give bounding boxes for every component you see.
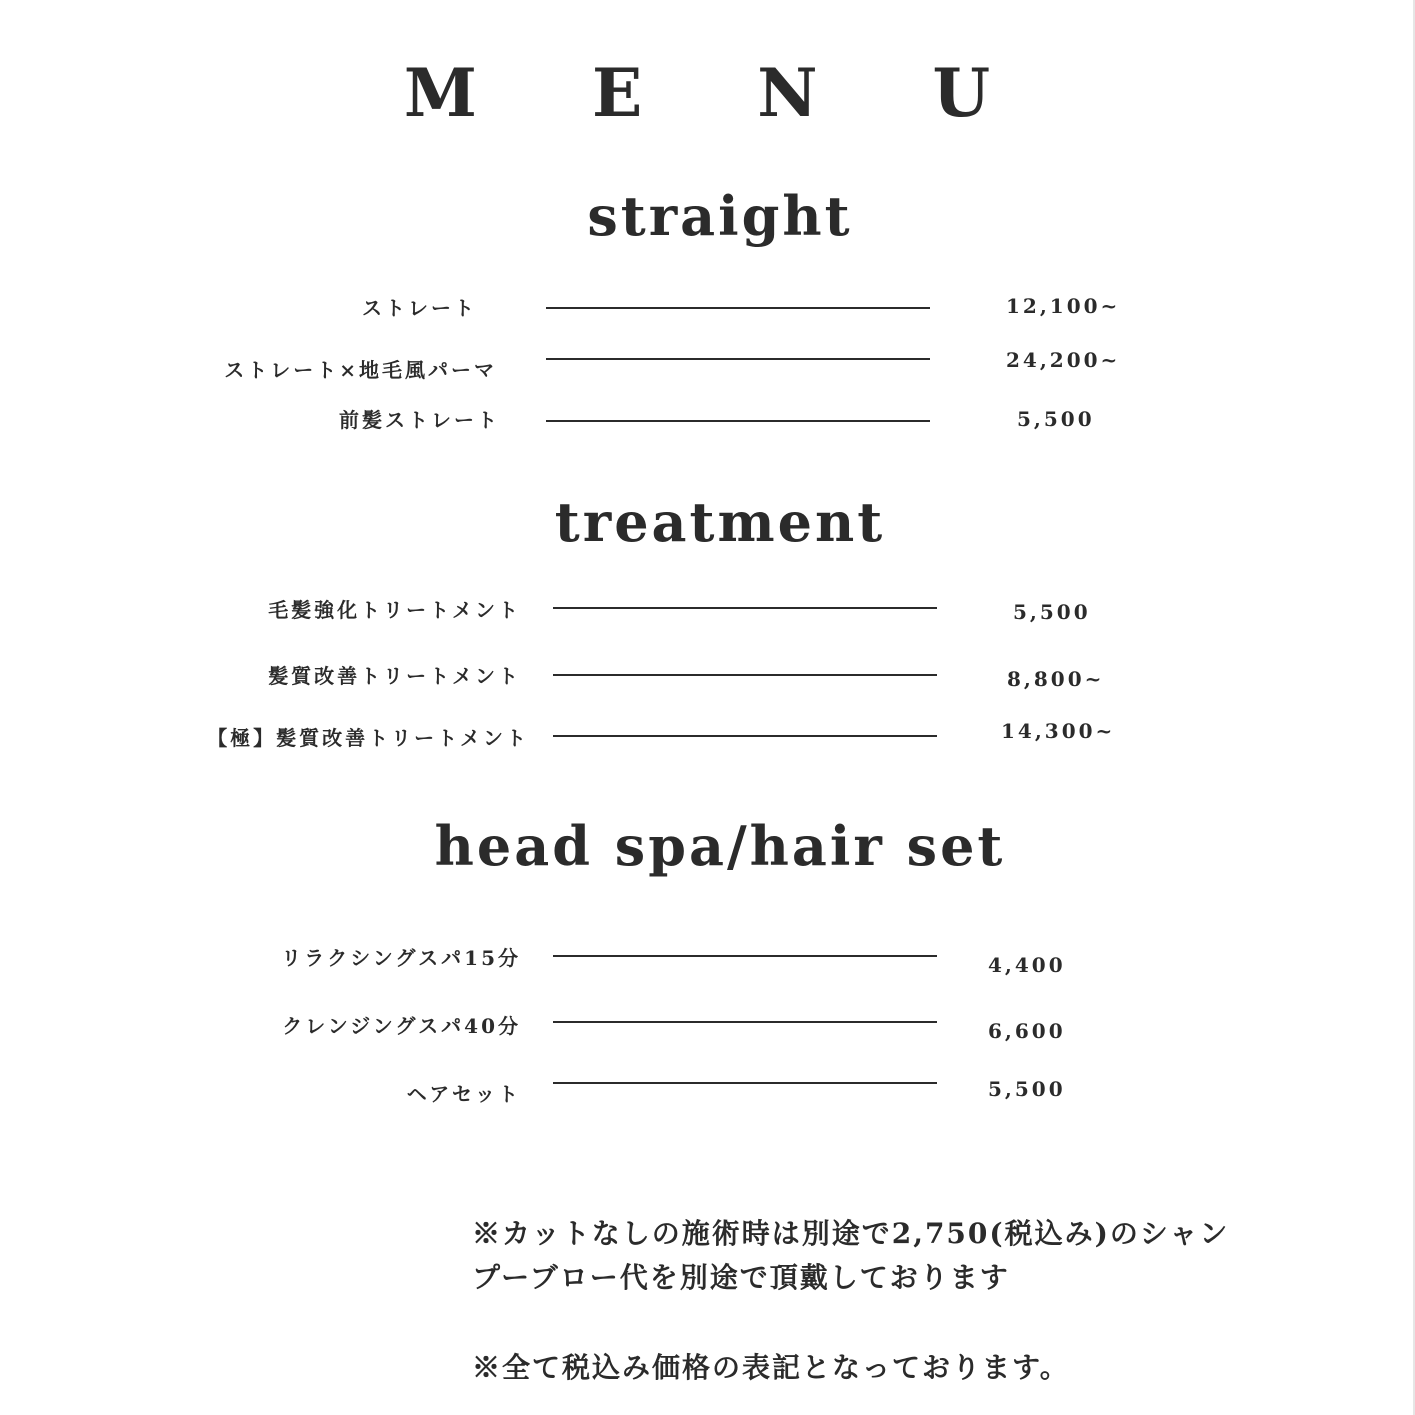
menu-item-label: ヘアセット: [406, 1082, 521, 1106]
menu-item-label: クレンジングスパ40分: [282, 1014, 521, 1038]
menu-item-label: 髪質改善トリートメント: [268, 664, 521, 688]
menu-item-price: 14,300~: [1001, 719, 1116, 743]
menu-item-label: 前髪ストレート: [339, 408, 500, 432]
menu-item-price: 4,400: [988, 953, 1066, 977]
menu-item-label: ストレート: [362, 296, 477, 320]
menu-item-price: 6,600: [988, 1019, 1066, 1043]
leader-line: [553, 674, 937, 676]
section-heading-head-spa-hair-set: head spa/hair set: [434, 814, 1006, 878]
menu-item-price: 5,500: [1017, 407, 1095, 431]
section-heading-straight: straight: [587, 184, 853, 248]
page-title: M E N U: [403, 54, 1037, 132]
menu-item-label: 【極】髪質改善トリートメント: [207, 726, 529, 750]
menu-item-price: 8,800~: [1007, 667, 1105, 691]
shampoo-fee-note-line1: ※カットなしの施術時は別途で2,750(税込み)のシャン: [472, 1217, 1230, 1250]
leader-line: [553, 955, 937, 957]
leader-line: [553, 1082, 937, 1084]
menu-item-price: 12,100~: [1006, 294, 1121, 318]
leader-line: [546, 307, 930, 309]
leader-line: [546, 420, 930, 422]
menu-item-label: 毛髪強化トリートメント: [268, 598, 521, 622]
leader-line: [553, 735, 937, 737]
menu-item-label: リラクシングスパ15分: [281, 946, 521, 970]
menu-item-price: 24,200~: [1006, 348, 1121, 372]
section-heading-treatment: treatment: [554, 490, 886, 554]
tax-included-note: ※全て税込み価格の表記となっております。: [472, 1351, 1070, 1384]
menu-item-price: 5,500: [1013, 600, 1091, 624]
menu-item-label: ストレート×地毛風パーマ: [224, 358, 497, 382]
leader-line: [553, 1021, 937, 1023]
leader-line: [546, 358, 930, 360]
leader-line: [553, 607, 937, 609]
menu-item-price: 5,500: [988, 1077, 1066, 1101]
shampoo-fee-note-line2: プーブロー代を別途で頂戴しております: [472, 1261, 1010, 1294]
